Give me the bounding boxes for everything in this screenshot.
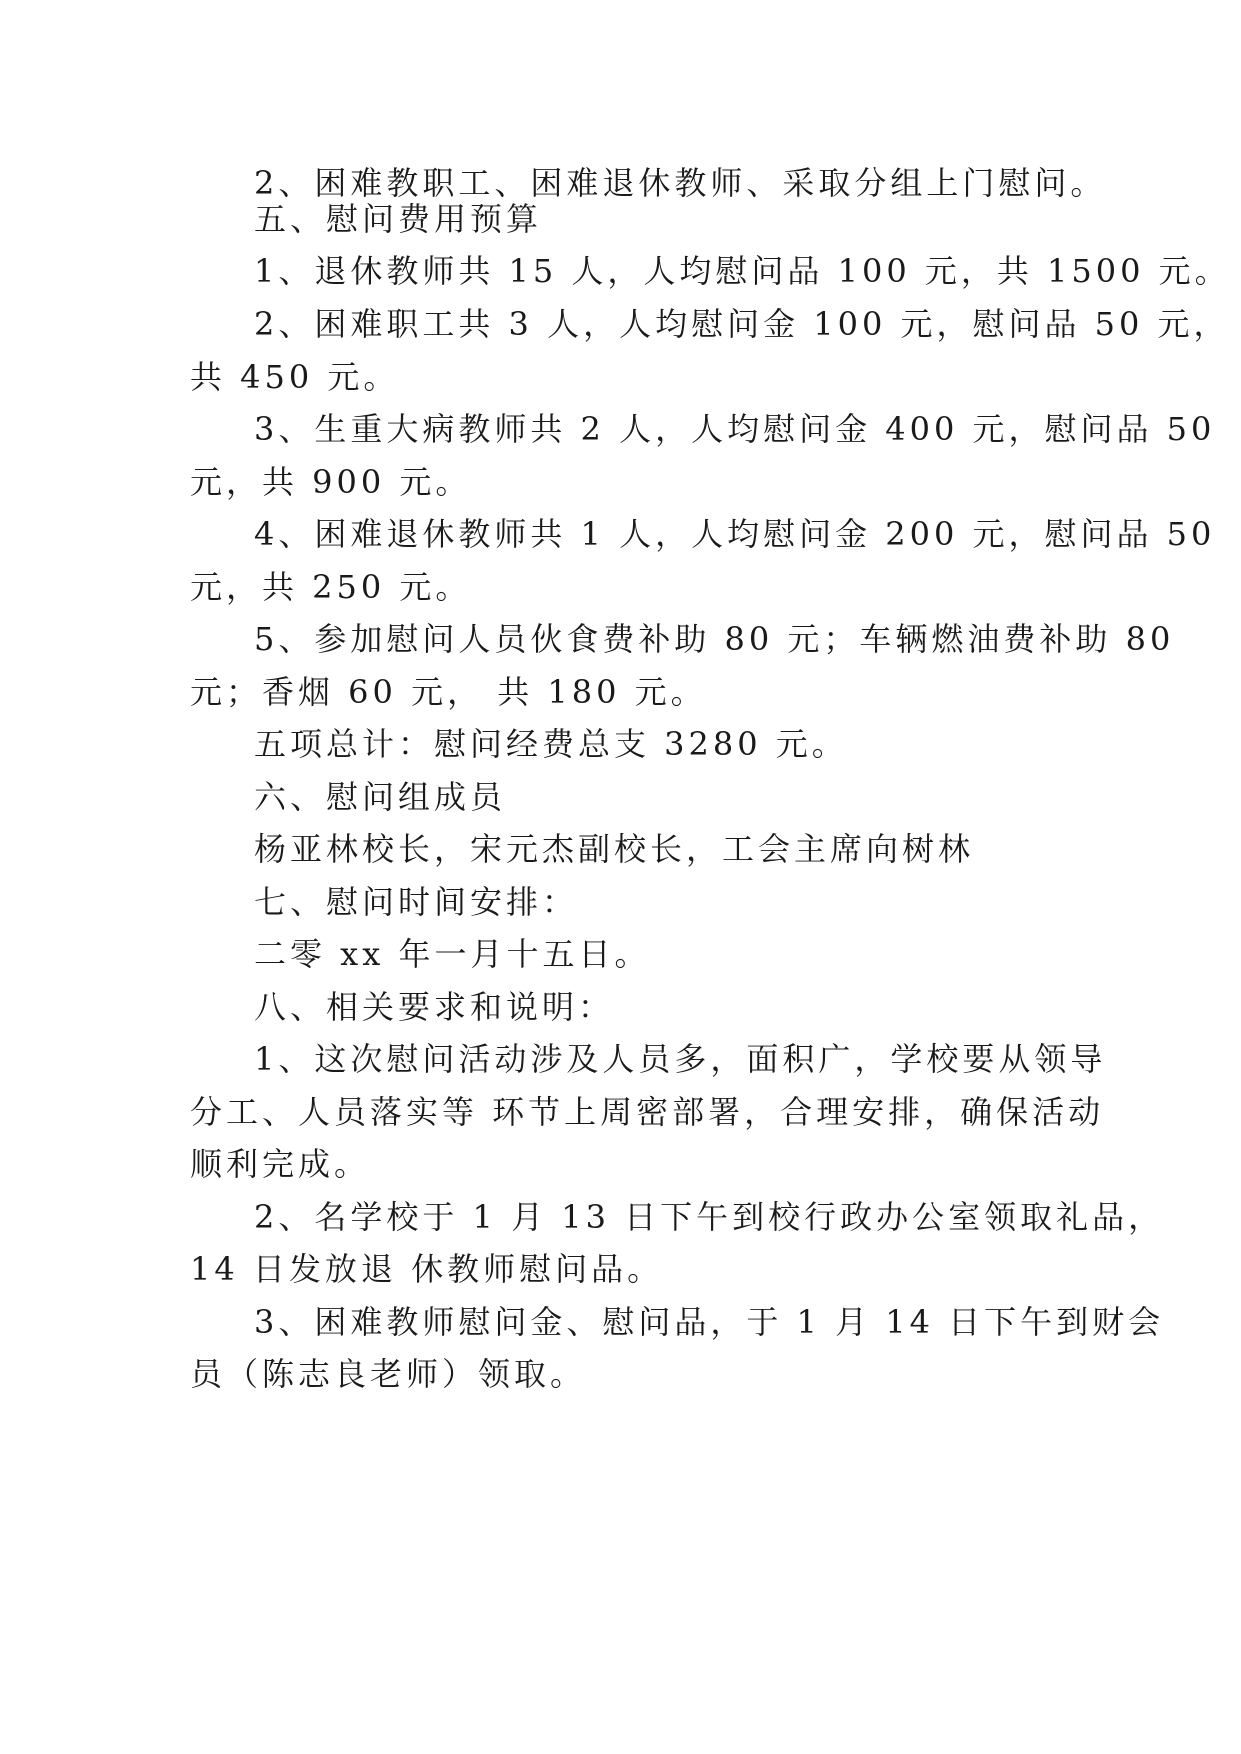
- text-line: 1、这次慰问活动涉及人员多，面积广，学校要从领导: [254, 1040, 1107, 1078]
- section-heading: 七、慰问时间安排：: [254, 883, 579, 921]
- text-line: 2、困难教职工、困难退休教师、采取分组上门慰问。: [254, 164, 1107, 202]
- text-line: 共 450 元。: [190, 358, 400, 396]
- text-line: 3、困难教师慰问金、慰问品，于 1 月 14 日下午到财会: [254, 1303, 1165, 1341]
- text-line: 3、生重大病教师共 2 人，人均慰问金 400 元，慰问品 50: [254, 410, 1216, 448]
- text-line: 分工、人员落实等 环节上周密部署，合理安排，确保活动: [190, 1093, 1105, 1131]
- text-line: 元；香烟 60 元， 共 180 元。: [190, 673, 707, 711]
- text-line: 1、退休教师共 15 人，人均慰问品 100 元，共 1500 元。: [254, 252, 1231, 290]
- text-line: 2、名学校于 1 月 13 日下午到校行政办公室领取礼品，: [254, 1198, 1165, 1236]
- text-line: 2、困难职工共 3 人，人均慰问金 100 元，慰问品 50 元，: [254, 305, 1230, 343]
- text-line: 元，共 250 元。: [190, 568, 472, 606]
- text-line: 杨亚林校长，宋元杰副校长，工会主席向树林: [254, 830, 975, 868]
- text-line: 员（陈志良老师）领取。: [190, 1355, 587, 1393]
- section-heading: 五、慰问费用预算: [254, 200, 543, 238]
- text-line: 元，共 900 元。: [190, 463, 472, 501]
- text-line: 五项总计：慰问经费总支 3280 元。: [254, 725, 848, 763]
- text-line: 5、参加慰问人员伙食费补助 80 元；车辆燃油费补助 80: [254, 620, 1175, 658]
- text-line: 14 日发放退 休教师慰问品。: [190, 1250, 664, 1288]
- text-line: 顺利完成。: [190, 1145, 371, 1183]
- text-line: 4、困难退休教师共 1 人，人均慰问金 200 元，慰问品 50: [254, 515, 1216, 553]
- section-heading: 八、相关要求和说明：: [254, 988, 615, 1026]
- text-line: 二零 xx 年一月十五日。: [254, 935, 651, 973]
- section-heading: 六、慰问组成员: [254, 778, 507, 816]
